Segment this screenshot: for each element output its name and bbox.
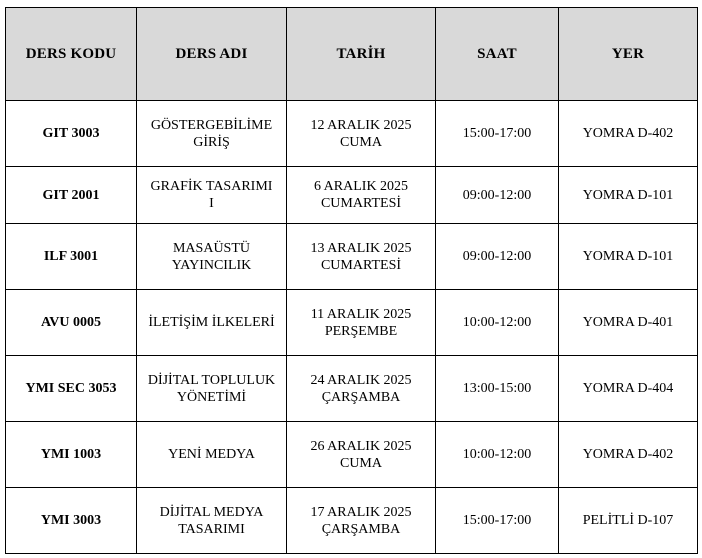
exam-time: 15:00-17:00	[436, 488, 559, 554]
exam-location: YOMRA D-101	[559, 224, 698, 290]
exam-date: 11 ARALIK 2025 PERŞEMBE	[287, 290, 436, 356]
exam-time: 09:00-12:00	[436, 224, 559, 290]
table-row	[6, 422, 698, 488]
exam-location: YOMRA D-101	[559, 167, 698, 224]
exam-time: 10:00-12:00	[436, 422, 559, 488]
course-code: AVU 0005	[6, 290, 137, 356]
header-date: TARİH	[287, 8, 436, 101]
course-code: GIT 2001	[6, 167, 137, 224]
exam-date: 6 ARALIK 2025 CUMARTESİ	[287, 167, 436, 224]
exam-date: 17 ARALIK 2025 ÇARŞAMBA	[287, 488, 436, 554]
table-row	[6, 488, 698, 554]
course-name: DİJİTAL TOPLULUK YÖNETİMİ	[137, 356, 287, 422]
exam-location: YOMRA D-402	[559, 101, 698, 167]
header-row	[6, 8, 698, 101]
header-location: YER	[559, 8, 698, 101]
table-row	[6, 224, 698, 290]
exam-location: YOMRA D-402	[559, 422, 698, 488]
exam-schedule	[5, 7, 698, 554]
course-code: YMI SEC 3053	[6, 356, 137, 422]
exam-time: 13:00-15:00	[436, 356, 559, 422]
course-name: YENİ MEDYA	[137, 422, 287, 488]
exam-date: 13 ARALIK 2025 CUMARTESİ	[287, 224, 436, 290]
course-code: YMI 3003	[6, 488, 137, 554]
exam-time: 09:00-12:00	[436, 167, 559, 224]
table-row	[6, 101, 698, 167]
exam-time: 10:00-12:00	[436, 290, 559, 356]
exam-date: 12 ARALIK 2025 CUMA	[287, 101, 436, 167]
table-row	[6, 290, 698, 356]
table-row	[6, 356, 698, 422]
header-time: SAAT	[436, 8, 559, 101]
exam-date: 24 ARALIK 2025 ÇARŞAMBA	[287, 356, 436, 422]
exam-location: YOMRA D-401	[559, 290, 698, 356]
course-name: GRAFİK TASARIMI I	[137, 167, 287, 224]
course-name: MASAÜSTÜ YAYINCILIK	[137, 224, 287, 290]
exam-location: YOMRA D-404	[559, 356, 698, 422]
exam-date: 26 ARALIK 2025 CUMA	[287, 422, 436, 488]
course-name: DİJİTAL MEDYA TASARIMI	[137, 488, 287, 554]
course-code: YMI 1003	[6, 422, 137, 488]
exam-time: 15:00-17:00	[436, 101, 559, 167]
course-name: İLETİŞİM İLKELERİ	[137, 290, 287, 356]
exam-schedule-table	[5, 7, 698, 554]
course-code: ILF 3001	[6, 224, 137, 290]
header-course-code: DERS KODU	[6, 8, 137, 101]
exam-location: PELİTLİ D-107	[559, 488, 698, 554]
table-row	[6, 167, 698, 224]
course-name: GÖSTERGEBİLİME GİRİŞ	[137, 101, 287, 167]
course-code: GIT 3003	[6, 101, 137, 167]
header-course-name: DERS ADI	[137, 8, 287, 101]
